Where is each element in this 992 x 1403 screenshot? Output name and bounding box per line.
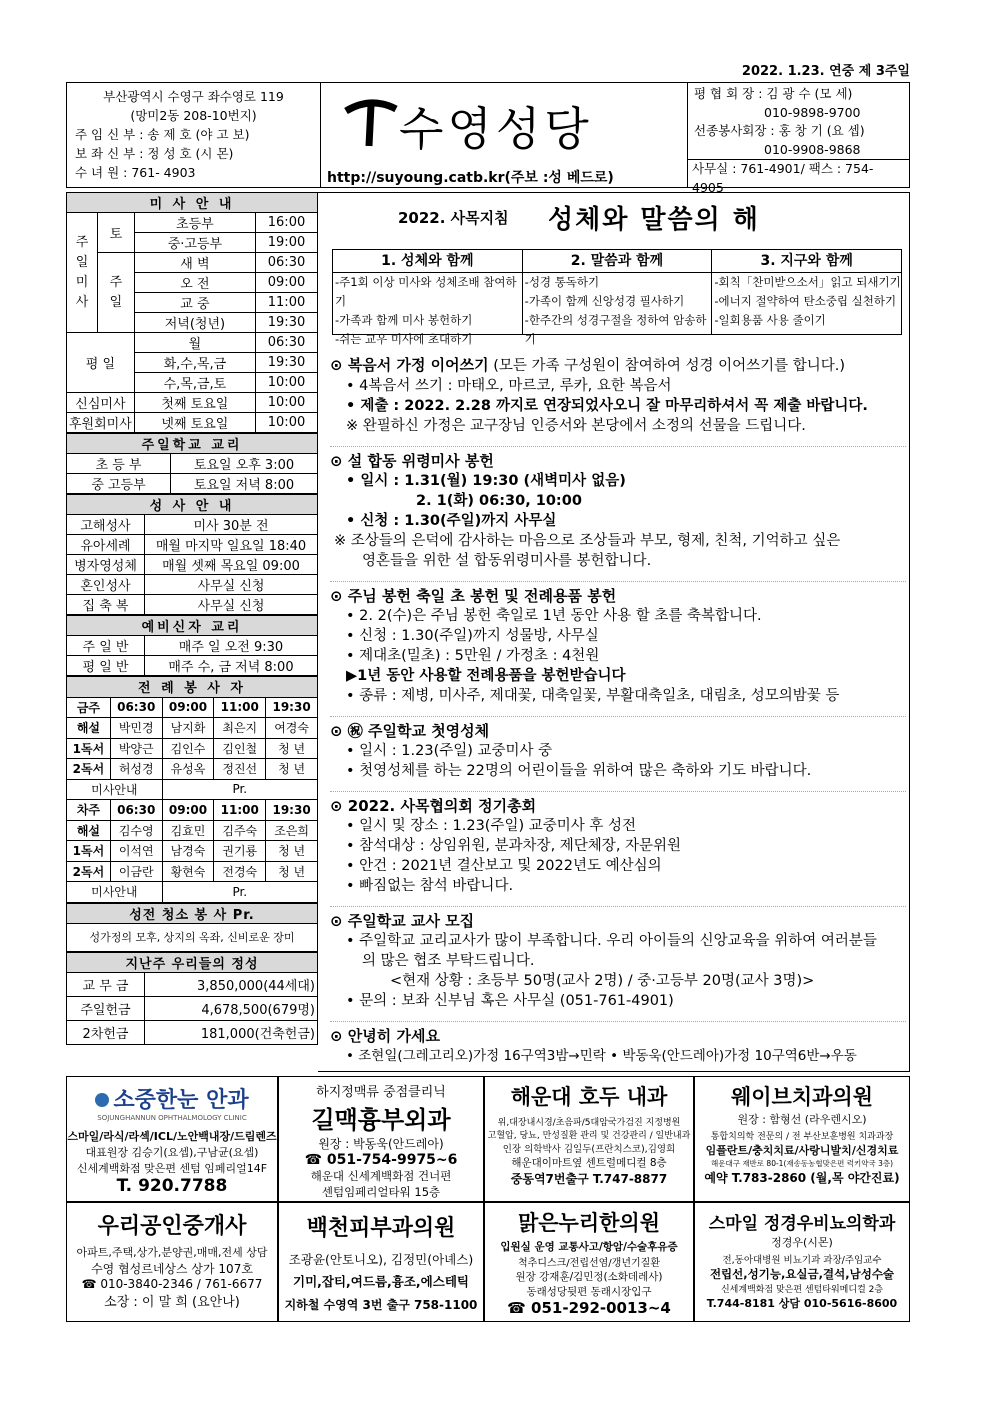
news-item: ⊙ 설 합동 위령미사 봉헌 • 일시 : 1.31(월) 19:30 (새벽미사 없음) 2. 1(화) 06:30, 10:00 • 신청 : 1.30(주일)까지 사무실 ※ 조상들의 은덕에 감사하는 마음으로 조상들과 부모, 형제, 친척, 기억하고 싶은 영혼들을 위한 설 합동위령미사를 봉헌합니다. xyxy=(330,446,906,571)
news-section xyxy=(330,355,906,1066)
contact-phone: 010-9908-9868 xyxy=(764,141,861,157)
news-item: ⊙ 복음서 가정 이어쓰기 (모든 가족 구성원이 참여하여 성경 이어쓰기를 합니다.) • 4복음서 쓰기 : 마태오, 마르코, 루카, 요한 복음서 • 제출 : 2022. 2.28 까지로 연장되었사오니 잘 마무리하셔서 꼭 제출 바랍니다. ※ 완필하신 가정은 교구장님 인증서와 본당에서 소정의 선물을 드립니다. xyxy=(330,356,868,434)
news-item: ⊙ 2022. 사목협의회 정기총회 • 일시 및 장소 : 1.23(주일) 교중미사 후 성전 • 참석대상 : 상임위원, 분과차장, 제단체장, 자문위원 • 안건 : 2021년 결산보고 및 2022년도 예산심의 • 빠짐없는 참석 바랍니다. xyxy=(330,791,906,896)
header xyxy=(66,82,910,195)
news-item: ⊙ 주님 봉헌 축일 초 봉헌 및 전례용품 봉헌 • 2. 2(수)은 주님 봉헌 축일로 1년 동안 사용 할 초를 축복합니다. • 신청 : 1.30(주일)까지 성물방, 사무실 • 제대초(밀초) : 5만원 / 가정초 : 4천원 ▶1년 동안 사용할 전례용품을 봉헌받습니다 • 종류 : 제병, 미사주, 제대꽃, 대축일꽃, 부활대축일초, 대림초, 성모의밤꽃 등 xyxy=(330,581,906,706)
pastoral-year: 2022. 사목지침 xyxy=(398,209,509,227)
address: 부산광역시 수영구 좌수영로 119 xyxy=(103,89,284,104)
cross-logo-icon xyxy=(341,91,401,151)
cleaning-table: 성전 청소 봉 사 Pr. 성가정의 모후, 상지의 옥좌, 신비로운 장미 xyxy=(66,903,318,952)
news-item: ⊙ ㊗ 주일학교 첫영성체 • 일시 : 1.23(주일) 교중미사 중 • 첫영성체를 하는 22명의 어린이들을 위하여 많은 축하와 기도 바랍니다. xyxy=(330,716,906,781)
sacrament-table: 성 사 안 내 고해성사 미사 30분 전 유아세례 매월 마지막 일요일 18:40 병자영성체 매월 셋째 목요일 09:00 혼인성사 사무실 신청 집 축 복 사무실 신청 xyxy=(66,494,318,615)
offering-table: 지난주 우리들의 정성 교 무 금 3,850,000(44세대) 주일헌금 4,678,500(679명) 2차헌금 181,000(건축헌금) xyxy=(66,952,318,1045)
church-url[interactable]: http://suyoung.catb.kr(주보 :성 베드로) xyxy=(327,170,614,186)
ad-surgery: 하지정맥류 중점클리닉 길맥흉부외과 원장 : 박동욱(안드레아) ☎ 051-754-9975~6 해운대 신세계백화점 건너편 센텀임페리얼타워 15층 xyxy=(278,1076,484,1202)
ad-oriental-clinic: 맑은누리한의원 입원실 운영 교통사고/항암/수술후유증 척추디스크/전립선염/갱년기질환 원장 강재훈/김민정(소화데레사) 동래성당뒷편 동래시장입구 ☎ 051-292-0013~4 xyxy=(484,1202,694,1322)
contact-funeral: 선종봉사회장 : 홍 창 기 (요 셉) xyxy=(694,123,865,138)
ad-realtor: 우리공인중개사 아파트,주택,상가,분양권,매매,전세 상담 수영 협성르네상스 상가 107호 ☎ 010-3840-2346 / 761-6677 소장 : 이 말 희 (요안나) xyxy=(66,1202,278,1322)
office-contact: 사무실 : 761-4901/ 팩스 : 754-4905 xyxy=(688,159,909,197)
news-item: ⊙ 주일학교 교사 모집 • 주일학교 교리교사가 많이 부족합니다. 우리 아이들의 신앙교육을 위하여 여러분들 의 많은 협조 부탁드립니다. <현재 상황 : 초등부 50명(교사 2명) / 중·고등부 20명(교사 3명)> • 문의 : 보좌 신부님 혹은 사무실 (051-761-4901) xyxy=(330,906,906,1011)
pastoral-grid: 1. 성체와 함께 -주1회 이상 미사와 성체조배 참여하기 -가족과 함께 미사 봉헌하기 -쉬는 교우 미사에 초대하기 2. 말씀과 함께 -성경 통독하기 -가족이 함께 신앙성경 필사하기 -한주간의 성경구절을 정하여 암송하기 3. 지구와 함께 -회칙「찬미받으소서」읽고 되새기기 -에너지 절약하여 탄소중립 실천하기 -일회용품 사용 줄이기 xyxy=(332,249,902,335)
ad-eye-clinic: 소중한눈 안과 SOJUNGHANNUN OPHTHALMOLOGY CLINIC 스마일/라식/라섹/ICL/노안백내장/드림렌즈 대표원장 김승기(요셉),구남균(요셉) 신세계백화점 맞은편 센텀 임페리얼14F T. 920.7788 xyxy=(66,1076,278,1202)
mass-table: 미 사 안 내 주 일 미 사 토 초등부 16:00 중·고등부 19:00 주 일 새 벽 06:30 오 전 09:00 교 중 11:00 저녁(청년) 19:30 평 일 월 06:30 화,수,목,금 19:30 수,목,금,토 10:00 신심미사 첫째 토요일 10:00 후원회미사 넷째 토요일 10:00 xyxy=(66,192,318,433)
ad-dental: 웨이브치과의원 원장 : 함형선 (라우렌시오) 통합치의학 전문의 / 전 부산보훈병원 치과과장 임플란트/충치치료/사랑니발치/신경치료 해운대구 재반로 80-1(재송동농협맞은편 럭키약국 3층) 예약 T.783-2860 (월,목 야간진료) xyxy=(694,1076,910,1202)
contact-president: 평 협 회 장 : 김 광 수 (모 세) xyxy=(694,86,853,101)
church-logo: 수영성당 xyxy=(399,102,593,156)
staff-row: 주 임 신 부 : 송 제 호 (야 고 보) xyxy=(75,127,250,142)
sunday-school-table: 주일학교 교리 초 등 부 토요일 오후 3:00 중 고등부 토요일 저녁 8:00 xyxy=(66,433,318,494)
issue-date: 2022. 1.23. 연중 제 3주일 xyxy=(741,64,910,79)
left-column xyxy=(66,192,318,1045)
staff-row: 보 좌 신 부 : 정 성 호 (시 몬) xyxy=(75,146,234,161)
staff-row: 수 녀 원 : 761- 4903 xyxy=(75,165,196,180)
eye-icon xyxy=(95,1093,109,1107)
contact-phone: 010-9898-9700 xyxy=(764,104,861,120)
address-sub: (망미2동 208-10번지) xyxy=(130,108,257,123)
sunday-mass-label: 주 일 미 사 xyxy=(67,213,98,333)
ad-urology: 스마일 정경우비뇨의학과 정경우(시몬) 전,동아대병원 비뇨기과 과장/주임교수 전립선,성기능,요실금,결석,남성수술 신세계백화점 맞은편 센텀타워메디컬 2층 T.744-8181 상담 010-5616-8600 xyxy=(694,1202,910,1322)
catechumen-table: 예비신자 교리 주 일 반 매주 일 오전 9:30 평 일 반 매주 수, 금 저녁 8:00 xyxy=(66,615,318,676)
servers-table: 전 례 봉 사 자 금주 06:30 09:00 11:00 19:30 해설 박민경 남지화 최은지 여경숙 1독서 박양근 김인수 김인철 청 년 2독서 허성경 유성옥 정진선 청 년 미사안내 Pr. 차주 06:30 09:00 11:00 19:30 해설 김수영 김효민 김주숙 조은희 1독서 이석연 남경숙 권기룡 청 년 2독서 이금란 황현숙 전경숙 청 년 미사안내 Pr. xyxy=(66,676,318,903)
mass-title: 미 사 안 내 xyxy=(67,193,318,213)
ad-internal-medicine: 해운대 호두 내과 위,대장내시경/초음파/5대암국가검진 지정병원 고혈압, 당뇨, 만성질환 관리 및 건강관리 / 일반내과 인장 의학박사 김일두(프란치스코),김영희 해운대이마트옆 센트럴메디컬 8층 중동역7번출구 T.747-8877 xyxy=(484,1076,694,1202)
right-column xyxy=(318,192,910,1072)
news-item: ⊙ 안녕히 가세요 • 조현일(그레고리오)가정 16구역3밤→민락 • 박동욱(안드레아)가정 10구역6반→우동 xyxy=(330,1021,906,1066)
pastoral-title: 성체와 말씀의 해 xyxy=(548,205,760,235)
ad-dermatology: 백천피부과의원 조광윤(안토니오), 김정민(아녜스) 기미,잡티,여드름,흉조,에스테틱 지하철 수영역 3번 출구 758-1100 xyxy=(278,1202,484,1322)
